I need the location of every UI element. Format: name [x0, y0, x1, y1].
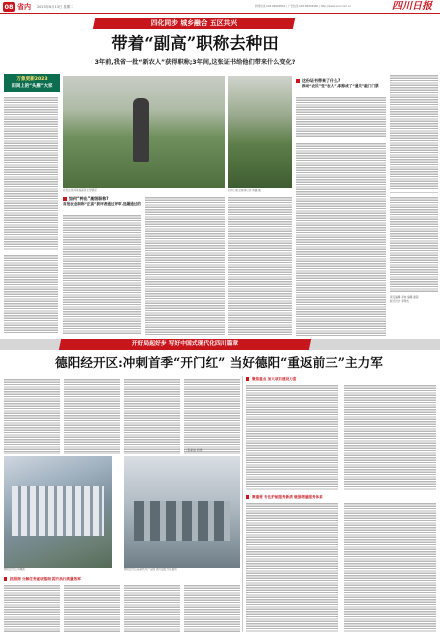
section-label: 省内: [17, 3, 31, 11]
person-figure: [133, 98, 149, 162]
side-photo-divider: [390, 192, 438, 193]
right-box-text: [296, 96, 386, 138]
right-box-title-1: 这份证书带来了什么?: [302, 78, 341, 83]
right-box-icon: [296, 79, 300, 83]
top-story: [0, 16, 440, 338]
factory-photo-caption: 德阳经开区高新技术产业园 图片由经开区提供: [124, 568, 177, 571]
sidebar-box-title-2: 首批农业职称“正高”获评者通过评审,选题通过的: [63, 202, 141, 206]
bottom-text-col-3: [124, 378, 180, 454]
kicker-badge-line1: 万象更新2023: [16, 77, 48, 82]
sidebar-box-title-1: 如何“种出”高级职称?: [69, 196, 109, 201]
right-box: [296, 78, 386, 138]
contact-line: 新闻热线:028-86969852 | 广告热线:028-86969960 | http://www.scol.com.cn: [255, 5, 351, 8]
bottom-subhead-4: [246, 494, 436, 500]
bottom-text-col-12: [344, 502, 436, 632]
bottom-text-col-11: [246, 502, 338, 632]
byline: □ 张彩谊 何涛: [184, 448, 203, 452]
bottom-column-divider: [242, 376, 243, 632]
body-text-col-far-right-1: [390, 74, 438, 190]
body-text-col-far-right-2: [390, 196, 438, 292]
field-photo-2: [228, 76, 292, 188]
photo-caption-2: 四川日报全媒体记者 周鑫 摄: [228, 189, 261, 192]
bottom-subhead-2: [4, 576, 240, 582]
sidebar-box: [63, 196, 141, 336]
body-text-col-1b: [4, 254, 58, 334]
photo-caption-1: 农民在田间查看蔬菜长势情况: [63, 189, 97, 192]
body-text-col-4: [228, 196, 292, 336]
kicker-badge-line2: 田间上的“头雁”大家: [11, 84, 53, 89]
aerial-photo: [4, 456, 112, 568]
masthead: [0, 0, 440, 14]
subhead-3-marker: [246, 377, 249, 381]
bottom-text-col-10: [344, 384, 436, 490]
kicker-badge: [4, 74, 60, 92]
headline: 带着“副高”职称去种田: [111, 34, 279, 53]
body-text-col-5: [296, 142, 386, 336]
sidebar-box-icon: [63, 197, 67, 201]
body-text-col-3: [145, 196, 225, 336]
factory-photo-machines: [134, 501, 230, 541]
bottom-text-col-5: [4, 584, 60, 632]
right-box-title-2: 推动“农民”变“农人”,职称成了“通关”敲门门票: [302, 84, 379, 88]
bottom-series-bar: [0, 339, 440, 350]
subhead-4-text: 赛重要 专注护航服务新质 做强增量服务体系: [252, 495, 323, 499]
series-banner-text: 四化同步 城乡融合 五区共兴: [150, 19, 238, 27]
subhead-4-marker: [246, 495, 249, 499]
page-number-badge: 08: [4, 3, 14, 11]
bottom-text-col-4: [184, 378, 240, 454]
body-text-col-1: [4, 96, 58, 250]
subhead-3-text: 聚焦重点 加大项目建设力度: [252, 377, 297, 381]
bottom-text-col-7: [124, 584, 180, 632]
sidebar-box-text: [63, 214, 141, 334]
bottom-series-banner-text: 开好局起好步 写好中国式现代化四川篇章: [131, 341, 239, 347]
bottom-text-col-2: [64, 378, 120, 454]
bottom-text-col-9: [246, 384, 338, 490]
bottom-subhead-3: [246, 376, 436, 382]
field-photo-1: [63, 76, 225, 188]
subhead-2-marker: [4, 577, 7, 581]
bottom-text-col-8: [184, 584, 240, 632]
aerial-photo-buildings: [12, 486, 104, 536]
editors-line-2: 版式设计 李明杰: [390, 300, 409, 303]
brand-logo: 四川日报: [392, 1, 432, 12]
aerial-photo-caption: 德阳经开区鸟瞰图: [4, 568, 25, 571]
subheadline: 3年前,我省一批“新农人”获得职称;3年间,这张证书给他们带来什么变化?: [94, 59, 296, 66]
factory-photo: [124, 456, 240, 568]
bottom-text-col-1: [4, 378, 60, 454]
date-line: 2023年6月13日 星期二: [37, 5, 74, 9]
bottom-text-col-6: [64, 584, 120, 632]
editors-line: 责任编辑 李林 编辑 谢菊: [390, 296, 419, 299]
bottom-headline: 德阳经开区:冲刺首季“开门红” 当好德阳“重返前三”主力军: [55, 355, 383, 370]
subhead-2-text: 抓招商 分解任务逐项落细 提升执行质量效率: [10, 577, 81, 581]
